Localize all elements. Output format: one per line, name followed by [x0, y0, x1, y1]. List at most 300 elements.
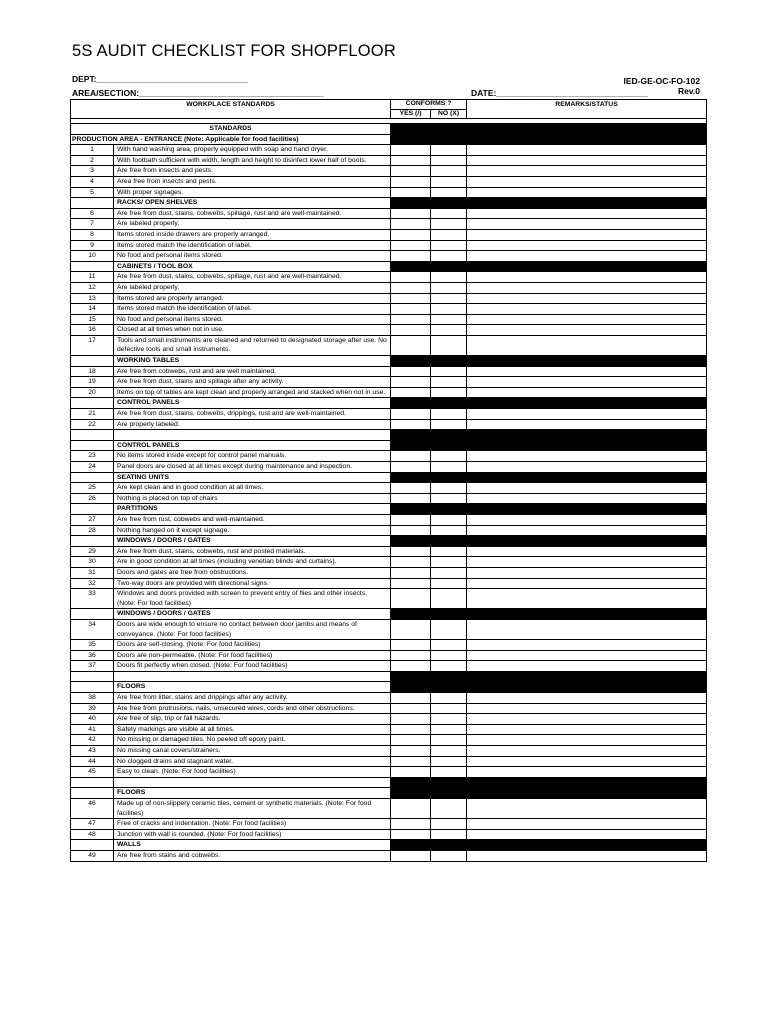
- item-number: 14: [71, 304, 114, 315]
- remarks-cell[interactable]: [467, 567, 707, 578]
- no-cell[interactable]: [431, 282, 467, 293]
- yes-cell[interactable]: [391, 799, 431, 819]
- remarks-cell[interactable]: [467, 589, 707, 609]
- remarks-cell[interactable]: [467, 578, 707, 589]
- yes-cell[interactable]: [391, 693, 431, 704]
- table-row: [71, 640, 707, 651]
- no-cell[interactable]: [431, 335, 467, 355]
- yes-cell[interactable]: [391, 282, 431, 293]
- item-number: 12: [71, 282, 114, 293]
- no-cell[interactable]: [431, 293, 467, 304]
- section-heading-row: [71, 472, 707, 483]
- no-cell[interactable]: [431, 377, 467, 388]
- table-row: [71, 325, 707, 336]
- item-number: 20: [71, 387, 114, 398]
- section-heading: WINDOWS / DOORS / GATES: [114, 609, 391, 620]
- yes-cell[interactable]: [391, 589, 431, 609]
- yes-cell[interactable]: [391, 166, 431, 177]
- table-row: [71, 589, 707, 609]
- yes-cell[interactable]: [391, 493, 431, 504]
- no-cell[interactable]: [431, 525, 467, 536]
- item-number: 23: [71, 451, 114, 462]
- no-cell[interactable]: [431, 176, 467, 187]
- item-number: 44: [71, 756, 114, 767]
- table-row: [71, 493, 707, 504]
- remarks-cell[interactable]: [467, 767, 707, 778]
- remarks-cell[interactable]: [467, 219, 707, 230]
- remarks-cell[interactable]: [467, 493, 707, 504]
- yes-cell[interactable]: [391, 619, 431, 639]
- section-heading: FLOORS: [114, 682, 391, 693]
- table-header-row: [71, 100, 707, 110]
- item-number: 26: [71, 493, 114, 504]
- table-row: [71, 377, 707, 388]
- remarks-cell[interactable]: [467, 251, 707, 262]
- no-cell[interactable]: [431, 746, 467, 757]
- yes-cell[interactable]: [391, 229, 431, 240]
- item-description: No clogged drains and stagnant water.: [114, 756, 391, 767]
- conforms-header: CONFORMS ?: [391, 100, 467, 110]
- yes-cell[interactable]: [391, 483, 431, 494]
- remarks-cell[interactable]: [467, 229, 707, 240]
- remarks-cell[interactable]: [467, 419, 707, 430]
- section-heading: SEATING UNITS: [114, 472, 391, 483]
- item-number: 27: [71, 514, 114, 525]
- table-row: [71, 746, 707, 757]
- section-heading-row: [71, 356, 707, 367]
- item-number: 17: [71, 335, 114, 355]
- section-heading-row: [71, 398, 707, 409]
- no-cell[interactable]: [431, 187, 467, 198]
- no-cell[interactable]: [431, 829, 467, 840]
- item-number: 1: [71, 145, 114, 156]
- table-row: [71, 366, 707, 377]
- no-cell[interactable]: [431, 589, 467, 609]
- no-cell[interactable]: [431, 314, 467, 325]
- table-row: [71, 557, 707, 568]
- item-number: 22: [71, 419, 114, 430]
- remarks-cell[interactable]: [467, 282, 707, 293]
- no-cell[interactable]: [431, 650, 467, 661]
- spacer-row: [71, 777, 707, 788]
- item-number: 38: [71, 693, 114, 704]
- yes-cell[interactable]: [391, 377, 431, 388]
- remarks-cell[interactable]: [467, 546, 707, 557]
- no-cell[interactable]: [431, 493, 467, 504]
- item-description: Nothing hanged on it except signage.: [114, 525, 391, 536]
- no-cell[interactable]: [431, 567, 467, 578]
- remarks-cell[interactable]: [467, 145, 707, 156]
- no-cell[interactable]: [431, 799, 467, 819]
- no-cell[interactable]: [431, 483, 467, 494]
- no-cell[interactable]: [431, 155, 467, 166]
- item-description: Doors are self-closing. (Note: For food facilities): [114, 640, 391, 651]
- table-row: [71, 724, 707, 735]
- item-number: 41: [71, 724, 114, 735]
- section-heading: WINDOWS / DOORS / GATES: [114, 536, 391, 547]
- yes-header: YES (/): [391, 109, 431, 119]
- yes-cell[interactable]: [391, 409, 431, 420]
- item-number: 36: [71, 650, 114, 661]
- yes-cell[interactable]: [391, 640, 431, 651]
- yes-cell[interactable]: [391, 240, 431, 251]
- remarks-cell[interactable]: [467, 187, 707, 198]
- yes-cell[interactable]: [391, 419, 431, 430]
- item-number: 40: [71, 714, 114, 725]
- no-cell[interactable]: [431, 735, 467, 746]
- table-row: [71, 735, 707, 746]
- yes-cell[interactable]: [391, 387, 431, 398]
- yes-cell[interactable]: [391, 155, 431, 166]
- item-number: 3: [71, 166, 114, 177]
- table-row: [71, 693, 707, 704]
- item-number: 30: [71, 557, 114, 568]
- table-row: [71, 240, 707, 251]
- remarks-cell[interactable]: [467, 176, 707, 187]
- remarks-cell[interactable]: [467, 304, 707, 315]
- no-cell[interactable]: [431, 703, 467, 714]
- table-row: [71, 451, 707, 462]
- dept-field: DEPT:________________________________: [72, 74, 248, 84]
- remarks-cell[interactable]: [467, 166, 707, 177]
- item-description: Are free from cobwebs, rust and are well maintained.: [114, 366, 391, 377]
- remarks-cell[interactable]: [467, 240, 707, 251]
- area-row: [71, 134, 707, 145]
- item-number: 45: [71, 767, 114, 778]
- remarks-cell[interactable]: [467, 829, 707, 840]
- table-row: [71, 419, 707, 430]
- no-cell[interactable]: [431, 578, 467, 589]
- remarks-cell[interactable]: [467, 799, 707, 819]
- no-cell[interactable]: [431, 229, 467, 240]
- table-row: [71, 756, 707, 767]
- item-number: 7: [71, 219, 114, 230]
- section-heading-row: [71, 788, 707, 799]
- remarks-cell[interactable]: [467, 714, 707, 725]
- yes-cell[interactable]: [391, 366, 431, 377]
- table-row: [71, 483, 707, 494]
- item-description: With footbath sufficient with width, length and height to disinfect lower half of boots.: [114, 155, 391, 166]
- yes-cell[interactable]: [391, 525, 431, 536]
- yes-cell[interactable]: [391, 272, 431, 283]
- no-cell[interactable]: [431, 272, 467, 283]
- item-description: Are free from dust, stains, cobwebs, rust and posted materials.: [114, 546, 391, 557]
- remarks-cell[interactable]: [467, 293, 707, 304]
- table-row: [71, 578, 707, 589]
- item-description: Two-way doors are provided with directional signs.: [114, 578, 391, 589]
- yes-cell[interactable]: [391, 251, 431, 262]
- item-number: 10: [71, 251, 114, 262]
- remarks-cell[interactable]: [467, 314, 707, 325]
- item-number: 9: [71, 240, 114, 251]
- remarks-header: REMARKS/STATUS: [467, 100, 707, 119]
- yes-cell[interactable]: [391, 314, 431, 325]
- no-cell[interactable]: [431, 208, 467, 219]
- remarks-cell[interactable]: [467, 525, 707, 536]
- item-number: 32: [71, 578, 114, 589]
- yes-cell[interactable]: [391, 746, 431, 757]
- table-row: [71, 514, 707, 525]
- item-description: Are free from dust, stains and spillage after any activity.: [114, 377, 391, 388]
- item-description: Are free from litter, stains and drippings after any activity.: [114, 693, 391, 704]
- item-description: Items stored inside drawers are properly arranged.: [114, 229, 391, 240]
- no-header: NO (X): [431, 109, 467, 119]
- item-number: 39: [71, 703, 114, 714]
- no-cell[interactable]: [431, 462, 467, 473]
- item-number: 35: [71, 640, 114, 651]
- table-row: [71, 525, 707, 536]
- item-description: Closed at all times when not in use.: [114, 325, 391, 336]
- no-cell[interactable]: [431, 409, 467, 420]
- yes-cell[interactable]: [391, 293, 431, 304]
- item-description: Are in good condition at all times (including venetian blinds and curtains).: [114, 557, 391, 568]
- table-row: [71, 229, 707, 240]
- table-row: [71, 799, 707, 819]
- item-number: 34: [71, 619, 114, 639]
- no-cell[interactable]: [431, 819, 467, 830]
- table-row: [71, 409, 707, 420]
- item-description: Items stored are properly arranged.: [114, 293, 391, 304]
- yes-cell[interactable]: [391, 304, 431, 315]
- remarks-cell[interactable]: [467, 366, 707, 377]
- section-heading: CONTROL PANELS: [114, 440, 391, 451]
- item-description: Items stored match the identification of label.: [114, 304, 391, 315]
- no-cell[interactable]: [431, 619, 467, 639]
- no-cell[interactable]: [431, 451, 467, 462]
- table-row: [71, 661, 707, 672]
- yes-cell[interactable]: [391, 735, 431, 746]
- yes-cell[interactable]: [391, 724, 431, 735]
- item-number: 18: [71, 366, 114, 377]
- remarks-cell[interactable]: [467, 819, 707, 830]
- item-description: Are free from dust, stains, cobwebs, spillage, rust and are well-maintained.: [114, 208, 391, 219]
- section-heading-row: [71, 682, 707, 693]
- item-number: 49: [71, 850, 114, 861]
- remarks-cell[interactable]: [467, 619, 707, 639]
- remarks-cell[interactable]: [467, 640, 707, 651]
- item-description: Doors are wide enough to ensure no contact between door jambs and means of conveyance. (Note: For food facilities): [114, 619, 391, 639]
- table-row: [71, 335, 707, 355]
- table-row: [71, 293, 707, 304]
- section-heading: WORKING TABLES: [114, 356, 391, 367]
- remarks-cell[interactable]: [467, 483, 707, 494]
- item-description: Tools and small instruments are cleaned and returned to designated storage after use. No defective tools and small instruments.: [114, 335, 391, 355]
- section-heading: PARTITIONS: [114, 504, 391, 515]
- item-description: Windows and doors provided with screen to prevent entry of flies and other insects. (Note: For food facilities): [114, 589, 391, 609]
- table-row: [71, 546, 707, 557]
- yes-cell[interactable]: [391, 703, 431, 714]
- remarks-cell[interactable]: [467, 514, 707, 525]
- yes-cell[interactable]: [391, 451, 431, 462]
- remarks-cell[interactable]: [467, 335, 707, 355]
- page-title: 5S AUDIT CHECKLIST FOR SHOPFLOOR: [72, 42, 396, 60]
- no-cell[interactable]: [431, 251, 467, 262]
- no-cell[interactable]: [431, 756, 467, 767]
- item-number: 11: [71, 272, 114, 283]
- table-row: [71, 819, 707, 830]
- item-description: Doors fit perfectly when closed. (Note: For food facilities): [114, 661, 391, 672]
- remarks-cell[interactable]: [467, 650, 707, 661]
- no-cell[interactable]: [431, 640, 467, 651]
- item-description: Are free from rust, cobwebs and well-maintained.: [114, 514, 391, 525]
- no-cell[interactable]: [431, 714, 467, 725]
- yes-cell[interactable]: [391, 661, 431, 672]
- item-number: 19: [71, 377, 114, 388]
- item-number: 37: [71, 661, 114, 672]
- yes-cell[interactable]: [391, 187, 431, 198]
- item-description: Are free from dust, stains, cobwebs, spillage, rust and are well-maintained.: [114, 272, 391, 283]
- table-row: [71, 767, 707, 778]
- item-description: Easy to clean. (Note: For food facilities): [114, 767, 391, 778]
- item-number: 29: [71, 546, 114, 557]
- yes-cell[interactable]: [391, 145, 431, 156]
- no-cell[interactable]: [431, 166, 467, 177]
- yes-cell[interactable]: [391, 208, 431, 219]
- spacer-row: [71, 671, 707, 682]
- yes-cell[interactable]: [391, 567, 431, 578]
- remarks-cell[interactable]: [467, 272, 707, 283]
- item-description: Panel doors are closed at all times except during maintenance and inspection.: [114, 462, 391, 473]
- workplace-standards-header: WORKPLACE STANDARDS: [71, 100, 391, 119]
- remarks-cell[interactable]: [467, 735, 707, 746]
- item-description: Are properly labeled.: [114, 419, 391, 430]
- no-cell[interactable]: [431, 514, 467, 525]
- no-cell[interactable]: [431, 366, 467, 377]
- remarks-cell[interactable]: [467, 325, 707, 336]
- yes-cell[interactable]: [391, 335, 431, 355]
- revision-label: Rev.0: [677, 86, 700, 96]
- item-number: 48: [71, 829, 114, 840]
- remarks-cell[interactable]: [467, 451, 707, 462]
- yes-cell[interactable]: [391, 176, 431, 187]
- item-number: 24: [71, 462, 114, 473]
- yes-cell[interactable]: [391, 557, 431, 568]
- table-row: [71, 219, 707, 230]
- remarks-cell[interactable]: [467, 850, 707, 861]
- remarks-cell[interactable]: [467, 746, 707, 757]
- yes-cell[interactable]: [391, 578, 431, 589]
- section-heading-row: [71, 840, 707, 851]
- item-number: 2: [71, 155, 114, 166]
- table-row: [71, 272, 707, 283]
- item-number: 25: [71, 483, 114, 494]
- remarks-cell[interactable]: [467, 724, 707, 735]
- no-cell[interactable]: [431, 240, 467, 251]
- section-heading: RACKS/ OPEN SHELVES: [114, 198, 391, 209]
- remarks-cell[interactable]: [467, 155, 707, 166]
- table-row: [71, 567, 707, 578]
- no-cell[interactable]: [431, 557, 467, 568]
- remarks-cell[interactable]: [467, 557, 707, 568]
- item-description: No missing or damaged tiles. No peeled off epoxy paint.: [114, 735, 391, 746]
- remarks-cell[interactable]: [467, 409, 707, 420]
- table-row: [71, 304, 707, 315]
- item-description: Are free of slip, trip or fall hazards.: [114, 714, 391, 725]
- table-row: [71, 314, 707, 325]
- item-description: Are labeled properly.: [114, 219, 391, 230]
- table-row: [71, 829, 707, 840]
- item-number: 42: [71, 735, 114, 746]
- remarks-cell[interactable]: [467, 462, 707, 473]
- item-description: Doors are non-permeable. (Note: For food facilities): [114, 650, 391, 661]
- no-cell[interactable]: [431, 419, 467, 430]
- section-heading-row: [71, 504, 707, 515]
- item-description: With hand washing area, properly equipped with soap and hand dryer.: [114, 145, 391, 156]
- section-heading-row: [71, 609, 707, 620]
- item-description: Area free from insects and pests.: [114, 176, 391, 187]
- yes-cell[interactable]: [391, 819, 431, 830]
- yes-cell[interactable]: [391, 650, 431, 661]
- yes-cell[interactable]: [391, 514, 431, 525]
- area-section-field: AREA/SECTION:_______________________________________: [72, 88, 324, 98]
- no-cell[interactable]: [431, 767, 467, 778]
- item-description: No food and personal items stored.: [114, 251, 391, 262]
- item-number: 43: [71, 746, 114, 757]
- no-cell[interactable]: [431, 546, 467, 557]
- area-heading: PRODUCTION AREA - ENTRANCE (Note: Applicable for food facilities): [71, 134, 391, 145]
- no-cell[interactable]: [431, 304, 467, 315]
- remarks-cell[interactable]: [467, 387, 707, 398]
- yes-cell[interactable]: [391, 462, 431, 473]
- no-cell[interactable]: [431, 219, 467, 230]
- remarks-cell[interactable]: [467, 208, 707, 219]
- yes-cell[interactable]: [391, 756, 431, 767]
- item-description: Junction with wall is rounded. (Note: For food facilities): [114, 829, 391, 840]
- item-number: 5: [71, 187, 114, 198]
- yes-cell[interactable]: [391, 546, 431, 557]
- standards-header: STANDARDS: [71, 124, 391, 135]
- item-description: Are labeled properly.: [114, 282, 391, 293]
- item-number: 21: [71, 409, 114, 420]
- no-cell[interactable]: [431, 850, 467, 861]
- item-description: Doors and gates are free from obstructions.: [114, 567, 391, 578]
- no-cell[interactable]: [431, 145, 467, 156]
- spacer-row: [71, 430, 707, 441]
- yes-cell[interactable]: [391, 767, 431, 778]
- item-number: 28: [71, 525, 114, 536]
- table-row: [71, 387, 707, 398]
- yes-cell[interactable]: [391, 219, 431, 230]
- item-number: 31: [71, 567, 114, 578]
- standards-row: [71, 124, 707, 135]
- table-row: [71, 166, 707, 177]
- yes-cell[interactable]: [391, 829, 431, 840]
- item-description: Made up of non-slippery ceramic tiles, cement or synthetic materials. (Note: For food facilities): [114, 799, 391, 819]
- table-row: [71, 714, 707, 725]
- yes-cell[interactable]: [391, 714, 431, 725]
- remarks-cell[interactable]: [467, 693, 707, 704]
- item-description: Are kept clean and in good condition at all times.: [114, 483, 391, 494]
- no-cell[interactable]: [431, 325, 467, 336]
- no-cell[interactable]: [431, 661, 467, 672]
- no-cell[interactable]: [431, 387, 467, 398]
- no-cell[interactable]: [431, 724, 467, 735]
- section-heading: CABINETS / TOOL BOX: [114, 261, 391, 272]
- remarks-cell[interactable]: [467, 661, 707, 672]
- section-heading: CONTROL PANELS: [114, 398, 391, 409]
- table-row: [71, 176, 707, 187]
- remarks-cell[interactable]: [467, 377, 707, 388]
- yes-cell[interactable]: [391, 325, 431, 336]
- no-cell[interactable]: [431, 693, 467, 704]
- remarks-cell[interactable]: [467, 756, 707, 767]
- item-description: Free of cracks and indentation. (Note: For food facilities): [114, 819, 391, 830]
- item-description: Items stored match the identification of label.: [114, 240, 391, 251]
- item-number: 33: [71, 589, 114, 609]
- item-number: 6: [71, 208, 114, 219]
- remarks-cell[interactable]: [467, 703, 707, 714]
- yes-cell[interactable]: [391, 850, 431, 861]
